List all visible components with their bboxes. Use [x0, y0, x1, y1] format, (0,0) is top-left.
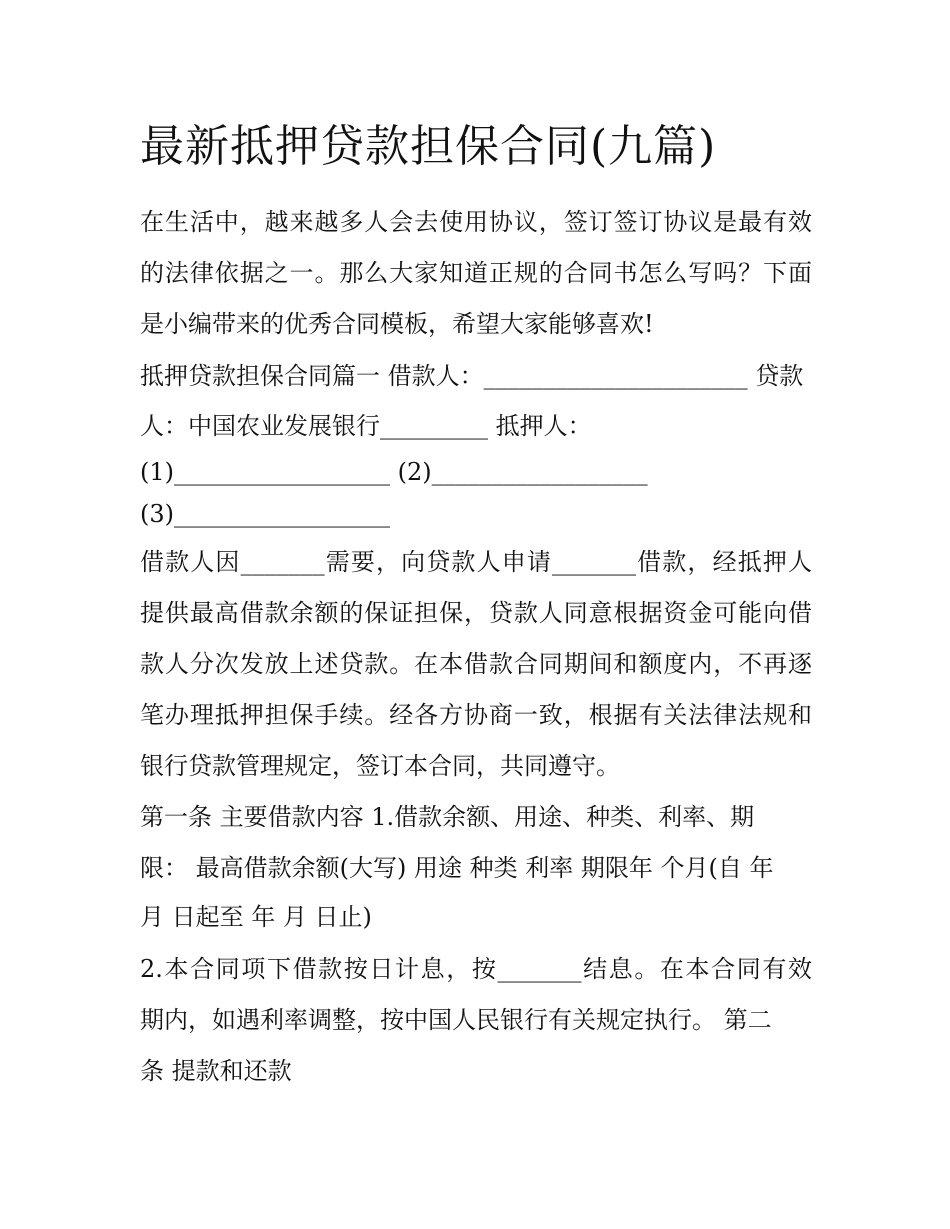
paragraph-line: 第一条 主要借款内容 1.借款余额、用途、种类、利率、期 [140, 803, 755, 831]
paragraph-line: 借款人因_______需要，向贷款人申请_______借款，经抵押人 [140, 548, 812, 576]
paragraph-line: (1)__________________ (2)__________________ [140, 458, 648, 486]
paragraph-line: 笔办理抵押担保手续。经各方协商一致，根据有关法律法规和 [140, 701, 812, 729]
paragraph-line: 的法律依据之一。那么大家知道正规的合同书怎么写吗？下面 [140, 259, 812, 287]
paragraph-line: 2.本合同项下借款按日计息，按_______结息。在本合同有效 [140, 955, 812, 983]
paragraph-line: 在生活中，越来越多人会去使用协议，签订签订协议是最有效 [140, 208, 812, 236]
paragraph-line: 抵押贷款担保合同篇一 借款人：______________________ 贷款 [140, 362, 804, 390]
paragraph-line: (3)__________________ [140, 500, 390, 528]
paragraph-line: 款人分次发放上述贷款。在本借款合同期间和额度内，不再逐 [140, 650, 812, 678]
paragraph-line: 条 提款和还款 [140, 1057, 292, 1085]
paragraph-line: 限： 最高借款余额(大写) 用途 种类 利率 期限年 个月(自 年 [140, 854, 774, 882]
paragraph-line: 人：中国农业发展银行_________ 抵押人： [140, 412, 592, 440]
paragraph-line: 是小编带来的优秀合同模板，希望大家能够喜欢! [140, 310, 654, 338]
paragraph-line: 银行贷款管理规定，签订本合同，共同遵守。 [140, 752, 620, 780]
paragraph-line: 提供最高借款余额的保证担保，贷款人同意根据资金可能向借 [140, 599, 812, 627]
paragraph-line: 月 日起至 年 月 日止) [140, 903, 372, 931]
document-title: 最新抵押贷款担保合同(九篇) [140, 121, 717, 172]
paragraph-line: 期内，如遇利率调整，按中国人民银行有关规定执行。 第二 [140, 1006, 772, 1034]
